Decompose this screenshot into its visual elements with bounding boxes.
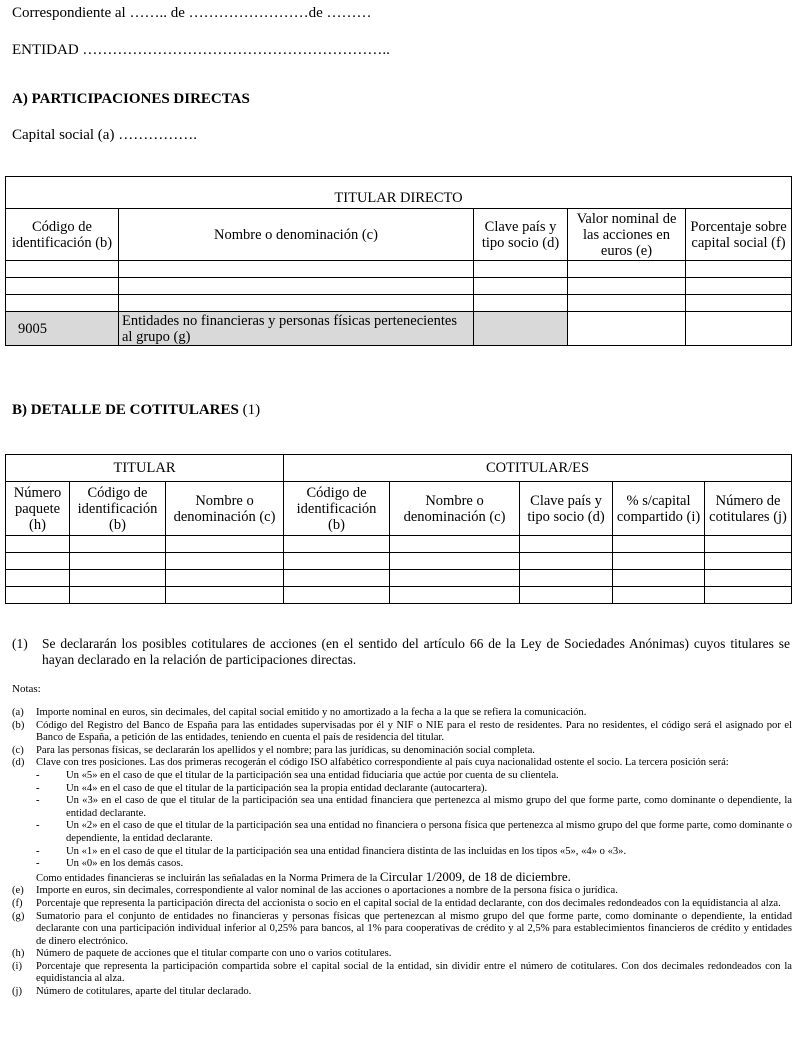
- col-clave-pais: Clave país y tipo socio (d): [474, 209, 568, 261]
- note-label: (a): [12, 707, 24, 718]
- note-d-item-text: Un «1» en el caso de que el titular de la participación sea una entidad financiera distinta de las incluidas en los tipos «5», «4» o «3».: [66, 845, 627, 857]
- table-cell[interactable]: [474, 261, 568, 278]
- table-cell[interactable]: [390, 553, 520, 570]
- dash-bullet: -: [36, 782, 40, 794]
- col-cotitular-nombre: Nombre o denominación (c): [390, 482, 520, 536]
- table-cell[interactable]: [705, 587, 792, 604]
- section-b-footnote-ref: (1): [238, 402, 261, 418]
- table-cell[interactable]: [613, 570, 705, 587]
- table-cell[interactable]: [284, 570, 390, 587]
- table-cell[interactable]: [613, 553, 705, 570]
- note-i: [12, 961, 792, 986]
- table-cell[interactable]: [613, 587, 705, 604]
- section-b-title: [12, 402, 260, 419]
- table-cell[interactable]: [166, 536, 284, 553]
- note-d-item: [12, 770, 792, 783]
- grupo-code: 9005: [6, 312, 119, 346]
- table-cell[interactable]: [520, 553, 613, 570]
- dash-bullet: -: [36, 845, 40, 857]
- table-cell[interactable]: [390, 570, 520, 587]
- col-numero-paquete: Número paquete (h): [6, 482, 70, 536]
- col-cotitular-codigo: Código de identificación (b): [284, 482, 390, 536]
- table-cell[interactable]: [686, 312, 792, 346]
- note-d-item-text: Un «2» en el caso de que el titular de la participación sea una entidad no financiera o persona física que pertenezca al mismo grupo del que forme parte, como dominante o dependiente, la entidad declarante.: [66, 820, 792, 844]
- note-text: Porcentaje que representa la participación directa del accionista o socio en el capital social de la entidad declarante, con dos decimales redondeados con la equidistancia al alza.: [36, 897, 781, 909]
- cotitulares-header: COTITULAR/ES: [284, 455, 792, 482]
- table-row: [6, 278, 792, 295]
- col-porcentaje-capital: Porcentaje sobre capital social (f): [686, 209, 792, 261]
- notes-list: [12, 707, 792, 999]
- note-d-closing: [12, 868, 792, 886]
- col-clave-pais: Clave país y tipo socio (d): [520, 482, 613, 536]
- col-nombre-denominacion: Nombre o denominación (c): [119, 209, 474, 261]
- table-cell[interactable]: [390, 536, 520, 553]
- note-text: Código del Registro del Banco de España para las entidades supervisadas por él y NIF o NIE para el resto de residentes. Para no residentes, el código será el asignado por el Banco de España, a petición de las entidades, teniendo en cuenta el país de residencia del titular.: [36, 719, 792, 744]
- note-d-item-text: Un «4» en el caso de que el titular de la participación sea la propia entidad declarante (autocartera).: [66, 782, 488, 794]
- note-h: [12, 948, 792, 961]
- table-cell[interactable]: [6, 587, 70, 604]
- note-text: Número de paquete de acciones que el titular comparte con uno o varios cotitulares.: [36, 948, 392, 960]
- table-cell[interactable]: [6, 278, 119, 295]
- dash-bullet: -: [36, 769, 40, 781]
- table-row: [6, 587, 792, 604]
- note-text: Porcentaje que representa la participación compartida sobre el capital social de la entidad, sin dividir entre el número de cotitulares. Con dos decimales redondeados con la equidistancia al alza.: [36, 960, 792, 985]
- dash-bullet: -: [36, 795, 40, 807]
- table-cell[interactable]: [474, 278, 568, 295]
- note-label: (e): [12, 885, 24, 897]
- note-b: [12, 720, 792, 745]
- col-capital-compartido: % s/capital compartido (i): [613, 482, 705, 536]
- footnote-1-text: Se declararán los posibles cotitulares de acciones (en el sentido del artículo 66 de la Ley de Sociedades Anónimas) cuyos titulares se hayan declarado en la relación de participaciones directas.: [42, 636, 790, 667]
- note-label: (h): [12, 948, 25, 960]
- footnote-1: [12, 636, 790, 668]
- table-cell[interactable]: [686, 261, 792, 278]
- table-cell[interactable]: [705, 553, 792, 570]
- table-cell[interactable]: [70, 570, 166, 587]
- col-titular-codigo: Código de identificación (b): [70, 482, 166, 536]
- note-d: [12, 757, 792, 770]
- note-text: Número de cotitulares, aparte del titular declarado.: [36, 986, 252, 998]
- table-cell[interactable]: [520, 587, 613, 604]
- table-cell[interactable]: [70, 587, 166, 604]
- dash-bullet: -: [36, 858, 40, 870]
- table-cell[interactable]: [284, 553, 390, 570]
- table-cell[interactable]: [166, 570, 284, 587]
- grupo-name: Entidades no financieras y personas físicas pertenecientes al grupo (g): [119, 312, 474, 346]
- table-cell[interactable]: [166, 553, 284, 570]
- note-a: [12, 707, 792, 720]
- titular-header: TITULAR: [6, 455, 284, 482]
- note-d-item: [12, 858, 792, 871]
- titular-directo-header: TITULAR DIRECTO: [6, 177, 792, 209]
- table-cell[interactable]: [70, 553, 166, 570]
- note-label: (i): [12, 960, 22, 972]
- notas-label: Notas:: [12, 683, 41, 695]
- table-cell[interactable]: [6, 570, 70, 587]
- table-cell[interactable]: [6, 261, 119, 278]
- col-numero-cotitulares: Número de cotitulares (j): [705, 482, 792, 536]
- table-cell: [474, 312, 568, 346]
- note-d-item-text: Un «5» en el caso de que el titular de la participación sea una entidad fiduciaria que actúe por cuenta de su clientela.: [66, 769, 559, 781]
- table-cell[interactable]: [166, 587, 284, 604]
- note-d-item-text: Un «3» en el caso de que el titular de la participación sea una entidad financiera que pertenezca al mismo grupo del que forme parte, como dominante o dependiente, la entidad declarante.: [66, 795, 792, 819]
- table-cell[interactable]: [474, 295, 568, 312]
- entity-line: ENTIDAD ……………………………………………………..: [12, 42, 390, 58]
- table-cell[interactable]: [6, 553, 70, 570]
- col-codigo-identificacion: Código de identificación (b): [6, 209, 119, 261]
- table-cell[interactable]: [119, 278, 474, 295]
- capital-social-line: Capital social (a) …………….: [12, 127, 197, 143]
- table-cell[interactable]: [568, 312, 686, 346]
- note-d-item: [12, 846, 792, 859]
- table-cell[interactable]: [568, 278, 686, 295]
- note-label: (b): [12, 719, 25, 731]
- note-text: Sumatorio para el conjunto de entidades no financieras y personas físicas que pertenezcan al mismo grupo del que forme parte, como dominante o dependiente, la entidad declarante con una participación individual inferior al 0,25% para bancos, al 1% para cooperativas de crédito y al 2,5% para establecimientos financieros de crédito y entidades de dinero electrónico.: [36, 910, 792, 947]
- dash-bullet: -: [36, 820, 40, 832]
- note-g: [12, 911, 792, 949]
- note-c: [12, 745, 792, 758]
- table-row: [6, 553, 792, 570]
- note-d-closing-text: Como entidades financieras se incluirán las señaladas en la Norma Primera de la: [36, 872, 380, 884]
- note-label: (d): [12, 757, 25, 769]
- table-cell[interactable]: [613, 536, 705, 553]
- note-text: Clave con tres posiciones. Las dos primeras recogerán el código ISO alfabético correspondiente al país cuya nacionalidad ostente el socio. La tercera posición será:: [36, 757, 729, 769]
- table-row: [6, 261, 792, 278]
- footnote-1-marker: (1): [12, 636, 28, 651]
- note-label: (f): [12, 897, 23, 909]
- table-cell[interactable]: [568, 295, 686, 312]
- note-d-item: [12, 783, 792, 796]
- note-f: [12, 898, 792, 911]
- table-cell[interactable]: [520, 570, 613, 587]
- table-cell[interactable]: [520, 536, 613, 553]
- table-cell[interactable]: [70, 536, 166, 553]
- table-cell[interactable]: [284, 587, 390, 604]
- table-cell[interactable]: [390, 587, 520, 604]
- col-valor-nominal: Valor nominal de las acciones en euros (e): [568, 209, 686, 261]
- note-text: Importe en euros, sin decimales, correspondiente al valor nominal de las acciones o aportaciones a nombre de la persona física o jurídica.: [36, 885, 618, 897]
- table-cell[interactable]: [568, 261, 686, 278]
- grupo-row: [6, 312, 792, 346]
- table-cell[interactable]: [119, 295, 474, 312]
- note-e: [12, 885, 792, 898]
- note-label: (g): [12, 910, 25, 922]
- note-j: [12, 986, 792, 999]
- table-cell[interactable]: [705, 570, 792, 587]
- note-d-item: [12, 820, 792, 845]
- note-d-item-text: Un «0» en los demás casos.: [66, 858, 184, 870]
- table-cell[interactable]: [686, 295, 792, 312]
- note-d-item: [12, 795, 792, 820]
- note-label: (c): [12, 744, 24, 756]
- period-line: Correspondiente al …….. de ……………………de ………: [12, 5, 372, 21]
- circular-reference: Circular 1/2009, de 18 de diciembre.: [379, 868, 571, 884]
- detalle-cotitulares-table: [5, 454, 792, 604]
- section-b-title-text: B) DETALLE DE COTITULARES: [12, 402, 239, 418]
- col-titular-nombre: Nombre o denominación (c): [166, 482, 284, 536]
- table-row: [6, 536, 792, 553]
- table-cell[interactable]: [6, 536, 70, 553]
- table-cell[interactable]: [119, 261, 474, 278]
- table-row: [6, 295, 792, 312]
- note-text: Importe nominal en euros, sin decimales, del capital social emitido y no amortizado a la fecha a la que se refiera la comunicación.: [36, 707, 587, 718]
- table-cell[interactable]: [686, 278, 792, 295]
- table-cell[interactable]: [284, 536, 390, 553]
- participaciones-directas-table: [5, 176, 792, 346]
- section-a-title: A) PARTICIPACIONES DIRECTAS: [12, 91, 250, 107]
- note-text: Para las personas físicas, se declararán los apellidos y el nombre; para las jurídicas, su denominación social completa.: [36, 744, 535, 756]
- table-row: [6, 570, 792, 587]
- note-label: (j): [12, 986, 22, 998]
- table-cell[interactable]: [6, 295, 119, 312]
- table-cell[interactable]: [705, 536, 792, 553]
